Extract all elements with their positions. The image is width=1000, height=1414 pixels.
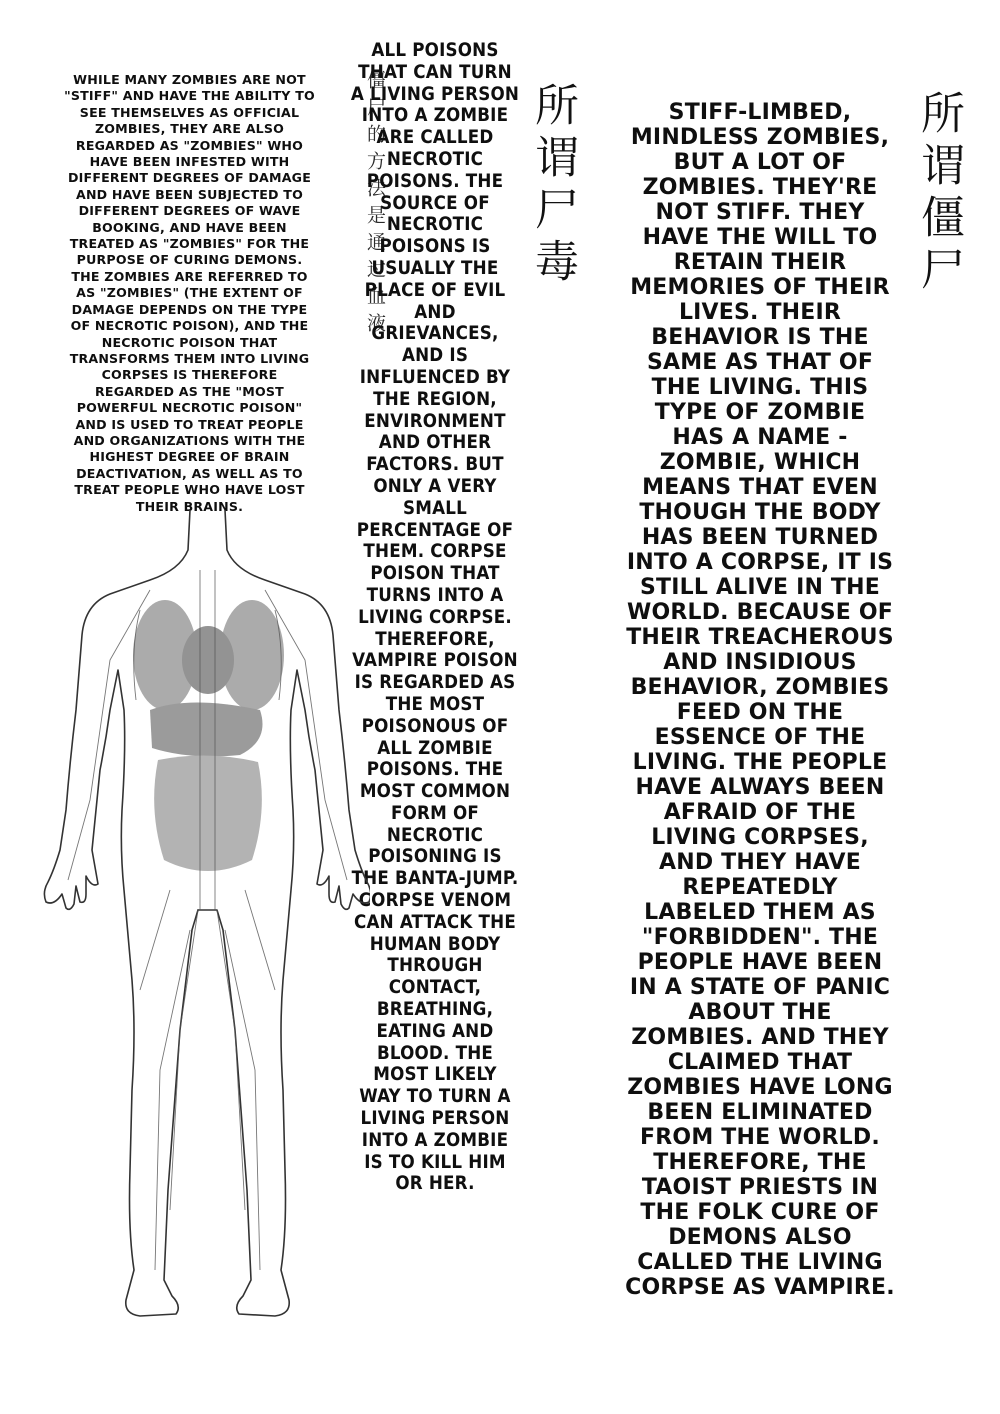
title-corpse-poison: 所谓尸毒 <box>527 82 578 290</box>
right-column-text: STIFF-LIMBED, MINDLESS ZOMBIES, BUT A LOT OF ZOMBIES. THEY'RE NOT STIFF. THEY HAVE THE WILL TO RETAIN THEIR MEMORIES OF THEIR LIVES. THEIR BEHAVIOR IS THE SAME AS THAT OF THE LIVING. THIS TYPE OF ZOMBIE HAS A NAME - ZOMBIE, WHICH MEANS THAT EVEN THOUGH THE BODY HAS BEEN TURNED INTO A CORPSE, IT IS STILL ALIVE IN THE WORLD. BECAUSE OF THEIR TREACHEROUS AND INSIDIOUS BEHAVIOR, ZOMBIES FEED ON THE ESSENCE OF THE LIVING. THE PEOPLE HAVE ALWAYS BEEN AFRAID OF THE LIVING CORPSES, AND THEY HAVE REPEATEDLY LABELED THEM AS "FORBIDDEN". THE PEOPLE HAVE BEEN IN A STATE OF PANIC ABOUT THE ZOMBIES. AND THEY CLAIMED THAT ZOMBIES HAVE LONG BEEN ELIMINATED FROM THE WORLD. THEREFORE, THE TAOIST PRIESTS IN THE FOLK CURE OF DEMONS ALSO CALLED THE LIVING CORPSE AS VAMPIRE. <box>625 100 895 1300</box>
middle-column-text: ALL POISONS THAT CAN TURN A LIVING PERSON INTO A ZOMBIE ARE CALLED NECROTIC POISONS. THE SOURCE OF NECROTIC POISONS IS USUALLY THE PLACE OF EVIL AND GRIEVANCES, AND IS INFLUENCED BY THE REGION, ENVIRONMENT AND OTHER FACTORS. BUT ONLY A VERY SMALL PERCENTAGE OF THEM. CORPSE POISON THAT TURNS INTO A LIVING CORPSE. THEREFORE, VAMPIRE POISON IS REGARDED AS THE MOST POISONOUS OF ALL ZOMBIE POISONS. THE MOST COMMON FORM OF NECROTIC POISONING IS THE BANTA-JUMP. CORPSE VENOM CAN ATTACK THE HUMAN BODY THROUGH CONTACT, BREATHING, EATING AND BLOOD. THE MOST LIKELY WAY TO TURN A LIVING PERSON INTO A ZOMBIE IS TO KILL HIM OR HER. <box>350 40 520 1195</box>
background-vertical-text: 僵尸的方法是通过血液 <box>364 70 386 340</box>
human-anatomy-figure <box>40 510 370 1330</box>
left-note-text: WHILE MANY ZOMBIES ARE NOT "STIFF" AND HAVE THE ABILITY TO SEE THEMSELVES AS OFFICIAL ZOMBIES, THEY ARE ALSO REGARDED AS "ZOMBIES" WHO HAVE BEEN INFESTED WITH DIFFERENT DEGREES OF DAMAGE AND HAVE BEEN SUBJECTED TO DIFFERENT DEGREES OF WAVE BOOKING, AND HAVE BEEN TREATED AS "ZOMBIES" FOR THE PURPOSE OF CURING DEMONS. THE ZOMBIES ARE REFERRED TO AS "ZOMBIES" (THE EXTENT OF DAMAGE DEPENDS ON THE TYPE OF NECROTIC POISON), AND THE NECROTIC POISON THAT TRANSFORMS THEM INTO LIVING CORPSES IS THEREFORE REGARDED AS THE "MOST POWERFUL NECROTIC POISON" AND IS USED TO TREAT PEOPLE AND ORGANIZATIONS WITH THE HIGHEST DEGREE OF BRAIN DEACTIVATION, AS WELL AS TO TREAT PEOPLE WHO HAVE LOST THEIR BRAINS. <box>64 72 315 514</box>
title-zombie: 所谓僵尸 <box>913 90 964 298</box>
